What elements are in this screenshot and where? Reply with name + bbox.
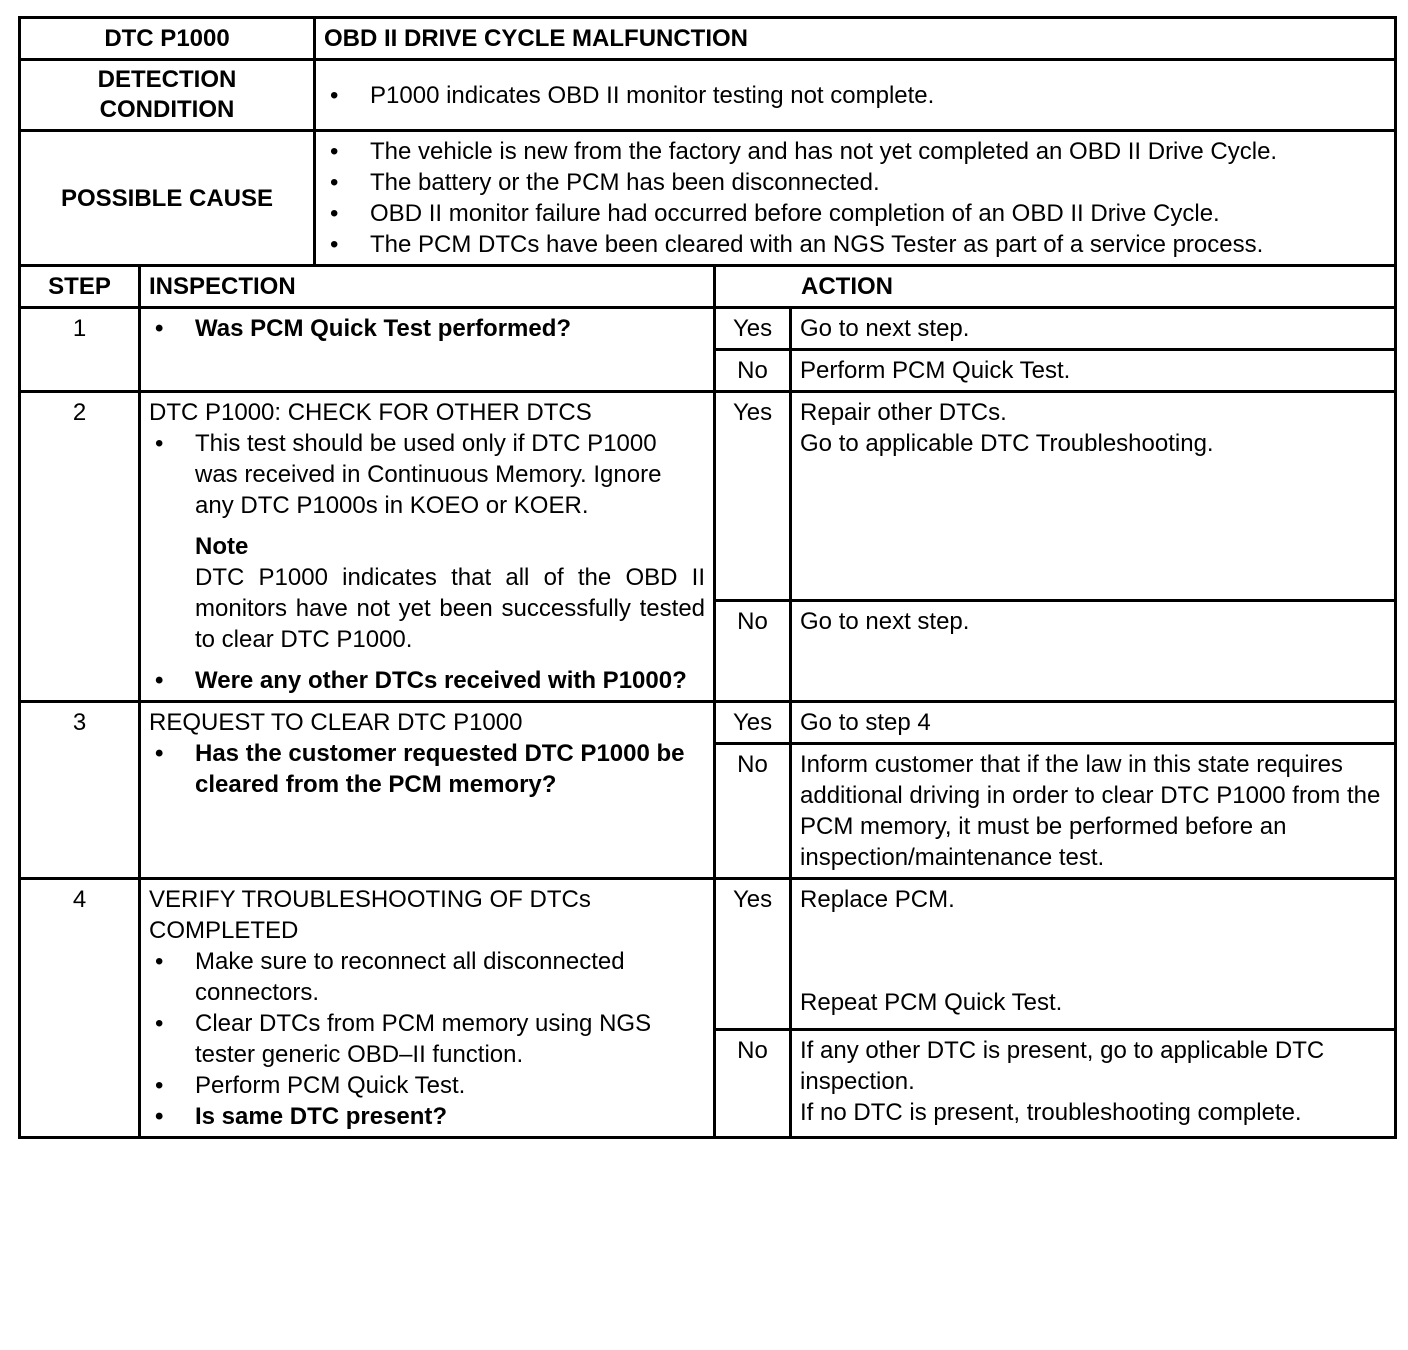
step-bullet: • Perform PCM Quick Test. (149, 1070, 705, 1101)
step-number: 2 (20, 392, 140, 702)
cause-item: • OBD II monitor failure had occurred before completion of an OBD II Drive Cycle. (324, 198, 1386, 229)
column-header-row (20, 266, 1396, 308)
note-title: Note (195, 533, 249, 560)
action-column-header: ACTION (715, 266, 1396, 308)
step-inspection (140, 879, 715, 1138)
step-2-yes-row (20, 392, 1396, 601)
yes-label: Yes (715, 308, 791, 350)
yes-action: Go to next step. (791, 308, 1396, 350)
detection-label-line1: DETECTION (97, 66, 237, 93)
no-action-line: If no DTC is present, troubleshooting complete. (800, 1098, 1302, 1126)
step-question: • Were any other DTCs received with P1000? (149, 665, 705, 696)
no-label: No (715, 601, 791, 702)
step-number: 1 (20, 308, 140, 392)
step-column-header: STEP (20, 266, 140, 308)
dtc-code: DTC P1000 (20, 18, 315, 60)
detection-label (20, 60, 315, 131)
yes-action: Go to step 4 (791, 702, 1396, 744)
dtc-table (18, 16, 1397, 1139)
dtc-document (18, 16, 1394, 1139)
note-body: DTC P1000 indicates that all of the OBD II monitors have not yet been successfully tested to clear DTC P1000. (195, 564, 706, 653)
no-label: No (715, 1029, 791, 1137)
yes-action (791, 879, 1396, 1030)
possible-cause-list (315, 131, 1396, 266)
yes-label: Yes (715, 702, 791, 744)
step-number: 3 (20, 702, 140, 879)
cause-item: • The battery or the PCM has been disconnected. (324, 167, 1386, 198)
dtc-title: OBD II DRIVE CYCLE MALFUNCTION (315, 18, 1396, 60)
step-bullet: • Clear DTCs from PCM memory using NGS tester generic OBD–II function. (149, 1008, 705, 1070)
no-action (791, 1029, 1396, 1137)
step-inspection (140, 392, 715, 702)
yes-action-line: Repeat PCM Quick Test. (800, 989, 1063, 1016)
yes-action-line: Go to applicable DTC Troubleshooting. (800, 430, 1214, 457)
no-action-line: If any other DTC is present, go to applicable DTC inspection. (800, 1036, 1325, 1095)
detection-condition (315, 60, 1396, 131)
yes-action-line: Repair other DTCs. (800, 399, 1007, 426)
step-title: DTC P1000: CHECK FOR OTHER DTCS (149, 399, 592, 426)
yes-label: Yes (715, 879, 791, 1030)
detection-item: • P1000 indicates OBD II monitor testing not complete. (324, 80, 1386, 111)
detection-label-line2: CONDITION (99, 96, 235, 123)
no-action: Go to next step. (791, 601, 1396, 702)
step-question: • Has the customer requested DTC P1000 be cleared from the PCM memory? (149, 738, 705, 800)
possible-cause-label: POSSIBLE CAUSE (20, 131, 315, 266)
no-action: Inform customer that if the law in this state requires additional driving in order to clear DTC P1000 from the PCM memory, it must be performed before an inspection/maintenance test. (791, 744, 1396, 879)
step-bullet: • This test should be used only if DTC P1000 was received in Continuous Memory. Ignore any DTC P1000s in KOEO or KOER. (149, 428, 705, 521)
step-bullet: • Make sure to reconnect all disconnected connectors. (149, 946, 705, 1008)
step-3-yes-row (20, 702, 1396, 744)
cause-item: • The PCM DTCs have been cleared with an NGS Tester as part of a service process. (324, 229, 1386, 260)
step-inspection (140, 702, 715, 879)
inspection-column-header: INSPECTION (140, 266, 715, 308)
yes-action-line: Replace PCM. (800, 886, 955, 913)
step-inspection (140, 308, 715, 392)
cause-row (20, 131, 1396, 266)
step-1-yes-row (20, 308, 1396, 350)
header-row (20, 18, 1396, 60)
step-question: • Is same DTC present? (149, 1101, 705, 1132)
yes-action (791, 392, 1396, 601)
step-number: 4 (20, 879, 140, 1138)
step-title: REQUEST TO CLEAR DTC P1000 (149, 709, 523, 736)
spacer (800, 915, 1386, 987)
no-action: Perform PCM Quick Test. (791, 350, 1396, 392)
cause-item: • The vehicle is new from the factory and has not yet completed an OBD II Drive Cycle. (324, 136, 1386, 167)
yes-label: Yes (715, 392, 791, 601)
no-label: No (715, 350, 791, 392)
detection-row (20, 60, 1396, 131)
step-title: VERIFY TROUBLESHOOTING OF DTCs COMPLETED (149, 886, 591, 944)
step-4-yes-row (20, 879, 1396, 1030)
no-label: No (715, 744, 791, 879)
step-question: • Was PCM Quick Test performed? (149, 313, 705, 344)
